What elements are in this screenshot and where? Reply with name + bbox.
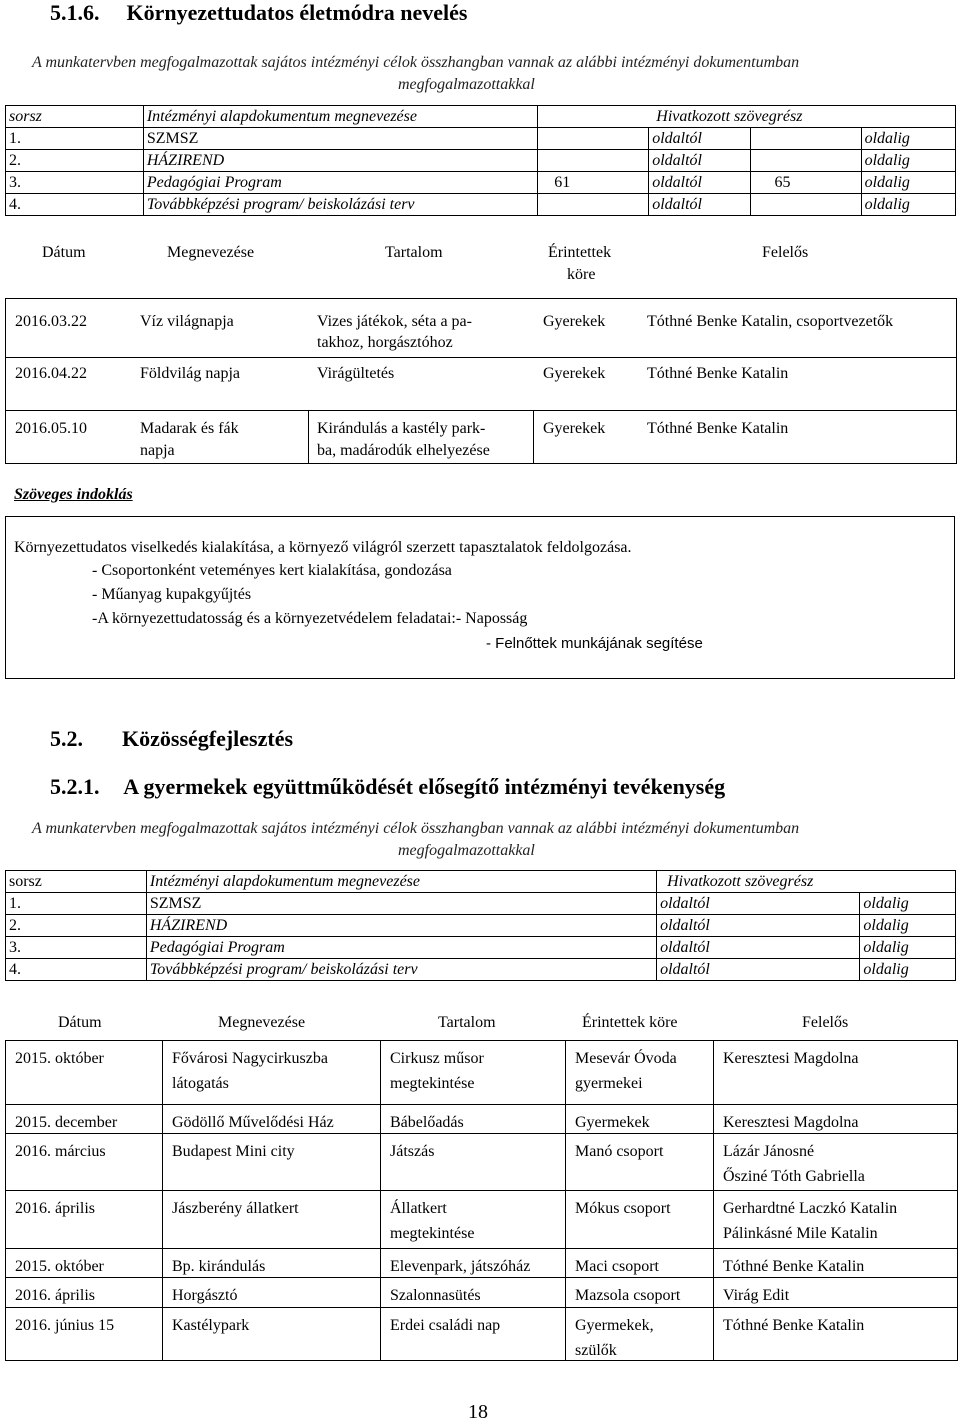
- event-content: ba, madárodúk elhelyezése: [317, 442, 490, 459]
- event-responsible: Lázár Jánosné: [723, 1143, 815, 1160]
- event-name: Víz világnapja: [140, 313, 234, 330]
- column-header: Felelős: [802, 1014, 849, 1031]
- intro-line: A munkatervben megfogalmazottak sajátos intézményi célok összhangban vannak az alábbi intézményi dokumentumban: [32, 820, 800, 837]
- justification-text: - Felnőttek munkájának segítése: [486, 635, 703, 652]
- page-to: [750, 128, 861, 150]
- section-number: 5.1.6.: [50, 0, 100, 25]
- document-name: HÁZIREND: [143, 150, 537, 172]
- row-number: 2.: [6, 915, 147, 937]
- reference-table: [5, 870, 956, 981]
- section-title: Környezettudatos életmódra nevelés: [126, 0, 468, 25]
- document-name: Pedagógiai Program: [143, 172, 537, 194]
- page-to-label: oldalig: [861, 172, 955, 194]
- event-content: Kirándulás a kastély park-: [317, 420, 486, 437]
- table-rule: [5, 463, 957, 464]
- table-rule: [956, 298, 957, 464]
- table-rule: [380, 1040, 381, 1361]
- page-from: [538, 128, 649, 150]
- event-responsible: Tóthné Benke Katalin, csoportvezetők: [647, 313, 894, 330]
- intro-line: megfogalmazottakkal: [398, 76, 535, 93]
- table-header-row: [6, 106, 956, 128]
- column-header: Hivatkozott szövegrész: [538, 106, 956, 128]
- event-content: Erdei családi nap: [390, 1317, 501, 1334]
- table-rule: [957, 1040, 958, 1361]
- table-row: [6, 937, 956, 959]
- page-from-label: oldaltól: [649, 172, 750, 194]
- column-header: sorsz: [6, 106, 144, 128]
- section-heading: [50, 774, 725, 800]
- column-header: Intézményi alapdokumentum megnevezése: [146, 871, 656, 893]
- row-number: 4.: [6, 959, 147, 981]
- column-header: Érintettek: [548, 244, 612, 261]
- table-rule: [565, 1040, 566, 1361]
- column-header: köre: [567, 266, 596, 283]
- page-from-label: oldaltól: [657, 915, 860, 937]
- table-rule: [5, 410, 957, 411]
- event-responsible: Tóthné Benke Katalin: [647, 420, 789, 437]
- section-title: Közösségfejlesztés: [122, 726, 294, 751]
- event-affected: Gyerekek: [543, 313, 606, 330]
- document-name: HÁZIREND: [146, 915, 656, 937]
- column-header: Tartalom: [438, 1014, 496, 1031]
- table-rule: [5, 357, 957, 358]
- table-rule: [5, 1190, 958, 1191]
- table-rule: [5, 298, 6, 464]
- row-number: 2.: [6, 150, 144, 172]
- section-heading: [50, 726, 293, 752]
- column-header: Hivatkozott szövegrész: [657, 871, 956, 893]
- event-name: Kastélypark: [172, 1317, 250, 1334]
- table-row: [6, 194, 956, 216]
- page-to-label: oldalig: [860, 893, 956, 915]
- event-content: Állatkert: [390, 1200, 447, 1217]
- table-rule: [533, 410, 534, 463]
- justification-heading: Szöveges indoklás: [14, 486, 133, 503]
- intro-line: A munkatervben megfogalmazottak sajátos intézményi célok összhangban vannak az alábbi intézményi dokumentumban: [32, 54, 800, 71]
- page-from-label: oldaltól: [657, 893, 860, 915]
- event-affected: Mazsola csoport: [575, 1287, 681, 1304]
- event-responsible: Gerhardtné Laczkó Katalin: [723, 1200, 898, 1217]
- page-to-label: oldalig: [861, 128, 955, 150]
- justification-text: -A környezettudatosság és a környezetvédelem feladatai:- Naposság: [92, 610, 528, 627]
- table-rule: [308, 410, 309, 463]
- event-name: napja: [140, 442, 175, 459]
- event-name: Budapest Mini city: [172, 1143, 295, 1160]
- event-affected: Mókus csoport: [575, 1200, 671, 1217]
- section-number: 5.2.1.: [50, 774, 100, 799]
- table-rule: [5, 1360, 958, 1361]
- column-header: Megnevezése: [218, 1014, 306, 1031]
- table-rule: [5, 298, 957, 299]
- event-date: 2015. október: [15, 1050, 104, 1067]
- row-number: 1.: [6, 893, 147, 915]
- reference-table: [5, 105, 956, 216]
- table-rule: [713, 1040, 714, 1361]
- table-row: [6, 172, 956, 194]
- event-date: 2016. április: [15, 1200, 95, 1217]
- justification-text: Környezettudatos viselkedés kialakítása, a környező világról szerzett tapasztalatok feldolgozása.: [14, 539, 632, 556]
- event-content: Cirkusz műsor: [390, 1050, 484, 1067]
- table-row: [6, 893, 956, 915]
- column-header: sorsz: [6, 871, 147, 893]
- table-rule: [162, 1040, 163, 1361]
- justification-text: - Műanyag kupakgyűjtés: [92, 586, 252, 603]
- event-name: Földvilág napja: [140, 365, 240, 382]
- event-name: Horgásztó: [172, 1287, 238, 1304]
- column-header: Tartalom: [385, 244, 443, 261]
- page-to: [750, 194, 861, 216]
- page-to-label: oldalig: [860, 937, 956, 959]
- page-number: 18: [468, 1401, 488, 1423]
- event-affected: Gyermekek,: [575, 1317, 654, 1334]
- table-row: [6, 128, 956, 150]
- document-name: Pedagógiai Program: [146, 937, 656, 959]
- document-name: Továbbképzési program/ beiskolázási terv: [146, 959, 656, 981]
- section-heading: [50, 0, 467, 26]
- event-content: Bábelőadás: [390, 1114, 464, 1131]
- table-row: [6, 915, 956, 937]
- event-date: 2016.03.22: [15, 313, 87, 330]
- page-to: [750, 150, 861, 172]
- page-from-label: oldaltól: [657, 937, 860, 959]
- event-date: 2016.05.10: [15, 420, 87, 437]
- event-affected: Gyerekek: [543, 420, 606, 437]
- page-to-label: oldalig: [860, 959, 956, 981]
- page-from: [538, 194, 649, 216]
- page-to: 65: [750, 172, 861, 194]
- table-rule: [5, 1248, 958, 1249]
- column-header: Felelős: [762, 244, 809, 261]
- column-header: Megnevezése: [167, 244, 255, 261]
- event-date: 2016. április: [15, 1287, 95, 1304]
- section-number: 5.2.: [50, 726, 83, 751]
- page-to-label: oldalig: [861, 150, 955, 172]
- event-date: 2016.04.22: [15, 365, 87, 382]
- event-affected: szülők: [575, 1342, 617, 1359]
- event-responsible: Ősziné Tóth Gabriella: [723, 1168, 865, 1185]
- event-content: Virágültetés: [317, 365, 395, 382]
- event-content: takhoz, horgásztóhoz: [317, 334, 453, 351]
- document-name: Továbbképzési program/ beiskolázási terv: [143, 194, 537, 216]
- event-name: Jászberény állatkert: [172, 1200, 299, 1217]
- row-number: 3.: [6, 172, 144, 194]
- page-from: 61: [538, 172, 649, 194]
- document-name: SZMSZ: [146, 893, 656, 915]
- page-to-label: oldalig: [861, 194, 955, 216]
- event-responsible: Tóthné Benke Katalin: [647, 365, 789, 382]
- document-name: SZMSZ: [143, 128, 537, 150]
- page-to-label: oldalig: [860, 915, 956, 937]
- event-responsible: Tóthné Benke Katalin: [723, 1317, 865, 1334]
- column-header: Dátum: [42, 244, 86, 261]
- table-row: [6, 959, 956, 981]
- event-responsible: Keresztesi Magdolna: [723, 1050, 859, 1067]
- event-affected: Gyermekek: [575, 1114, 650, 1131]
- column-header: Érintettek köre: [582, 1014, 678, 1031]
- event-content: Játszás: [390, 1143, 435, 1160]
- event-name: Madarak és fák: [140, 420, 239, 437]
- event-date: 2016. március: [15, 1143, 106, 1160]
- justification-text: - Csoportonként veteményes kert kialakítása, gondozása: [92, 562, 452, 579]
- event-content: megtekintése: [390, 1075, 475, 1092]
- event-name: Gödöllő Művelődési Ház: [172, 1114, 334, 1131]
- page-from-label: oldaltól: [649, 194, 750, 216]
- row-number: 1.: [6, 128, 144, 150]
- page-from: [538, 150, 649, 172]
- table-header-row: [6, 871, 956, 893]
- event-name: Bp. kirándulás: [172, 1258, 266, 1275]
- event-name: látogatás: [172, 1075, 229, 1092]
- event-affected: Gyerekek: [543, 365, 606, 382]
- table-row: [6, 150, 956, 172]
- event-responsible: Pálinkásné Mile Katalin: [723, 1225, 878, 1242]
- event-content: Szalonnasütés: [390, 1287, 481, 1304]
- page-from-label: oldaltól: [649, 150, 750, 172]
- event-responsible: Keresztesi Magdolna: [723, 1114, 859, 1131]
- table-rule: [5, 1307, 958, 1308]
- column-header: Intézményi alapdokumentum megnevezése: [143, 106, 537, 128]
- page-from-label: oldaltól: [657, 959, 860, 981]
- event-date: 2015. december: [15, 1114, 118, 1131]
- table-rule: [5, 1040, 6, 1361]
- event-content: megtekintése: [390, 1225, 475, 1242]
- page-from-label: oldaltól: [649, 128, 750, 150]
- table-rule: [5, 1104, 958, 1105]
- event-name: Fővárosi Nagycirkuszba: [172, 1050, 328, 1067]
- intro-line: megfogalmazottakkal: [398, 842, 535, 859]
- event-date: 2015. október: [15, 1258, 104, 1275]
- event-responsible: Virág Edit: [723, 1287, 790, 1304]
- row-number: 3.: [6, 937, 147, 959]
- event-date: 2016. június 15: [15, 1317, 115, 1334]
- section-title: A gyermekek együttműködését elősegítő intézményi tevékenység: [123, 774, 726, 799]
- event-responsible: Tóthné Benke Katalin: [723, 1258, 865, 1275]
- table-rule: [5, 1040, 958, 1041]
- event-content: Vizes játékok, séta a pa-: [317, 313, 472, 330]
- event-affected: Mesevár Óvoda: [575, 1050, 677, 1067]
- column-header: Dátum: [58, 1014, 102, 1031]
- event-content: Elevenpark, játszóház: [390, 1258, 531, 1275]
- event-affected: Maci csoport: [575, 1258, 659, 1275]
- row-number: 4.: [6, 194, 144, 216]
- event-affected: Manó csoport: [575, 1143, 664, 1160]
- event-affected: gyermekei: [575, 1075, 643, 1092]
